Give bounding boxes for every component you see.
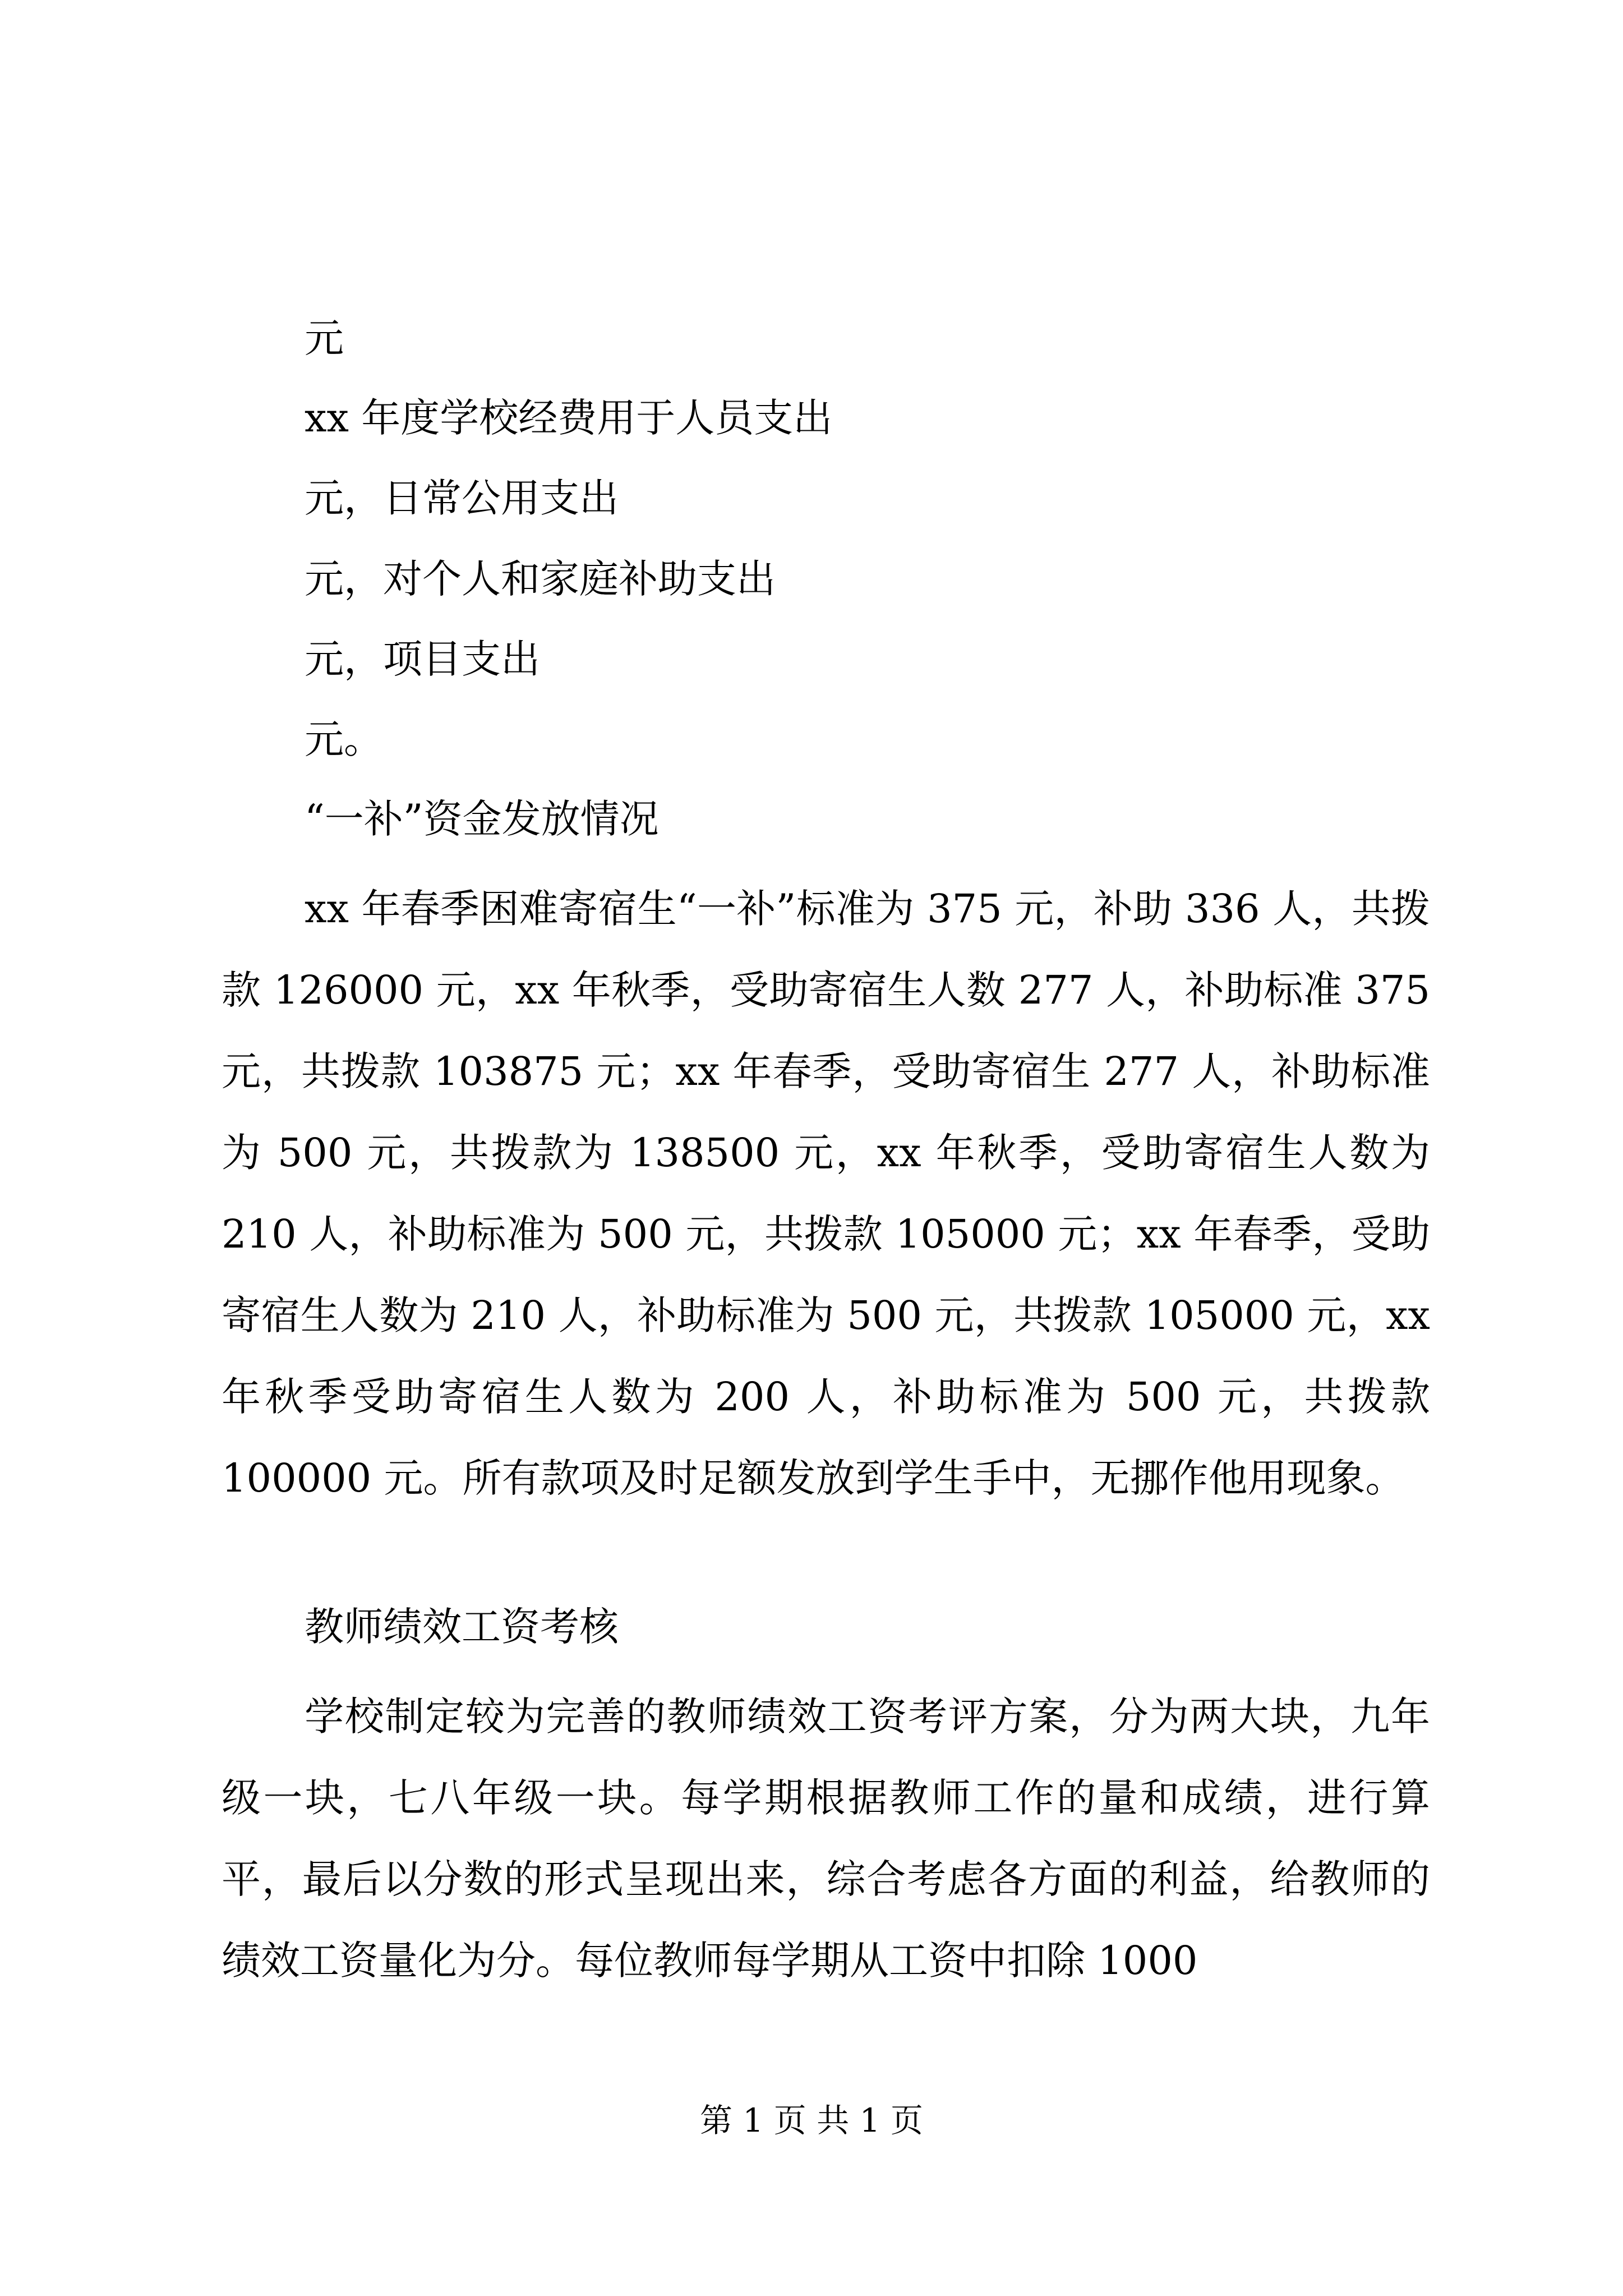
text-line-project-expense: 元，项目支出 <box>305 636 540 682</box>
section-heading-performance-pay: 教师绩效工资考核 <box>305 1604 619 1650</box>
section-heading-subsidy: “一补”资金发放情况 <box>305 796 659 842</box>
text-line-subsidy-expense: 元，对个人和家庭补助支出 <box>305 556 776 602</box>
text-line-personnel-expense: xx 年度学校经费用于人员支出 <box>305 395 833 441</box>
text-line-yuan: 元 <box>305 315 344 361</box>
paragraph-subsidy-details: xx 年春季困难寄宿生“一补”标准为 375 元，补助 336 人，共拨款 126000 元，xx 年秋季，受助寄宿生人数 277 人，补助标准 375 元，共拨款 103875 元；xx 年春季，受助寄宿生 277 人，补助标准为 500 元，共拨款为 138500 元，xx 年秋季，受助寄宿生人数为 210 人，补助标准为 500 元，共拨款 105000 元；xx 年春季，受助寄宿生人数为 210 人，补助标准为 500 元，共拨款 105000 元，xx 年秋季受助寄宿生人数为 200 人，补助标准为 500 元，共拨款 100000 元。所有款项及时足额发放到学生手中，无挪作他用现象。 <box>222 886 1430 1501</box>
page-footer: 第 1 页 共 1 页 <box>700 2101 923 2139</box>
paragraph-performance-pay: 学校制定较为完善的教师绩效工资考评方案，分为两大块，九年级一块，七八年级一块。每学期根据教师工作的量和成绩，进行算平，最后以分数的形式呈现出来，综合考虑各方面的利益，给教师的绩效工资量化为分。每位教师每学期从工资中扣除 1000 <box>222 1694 1430 1984</box>
text-line-yuan-end: 元。 <box>305 716 383 762</box>
text-line-daily-expense: 元，日常公用支出 <box>305 475 619 521</box>
